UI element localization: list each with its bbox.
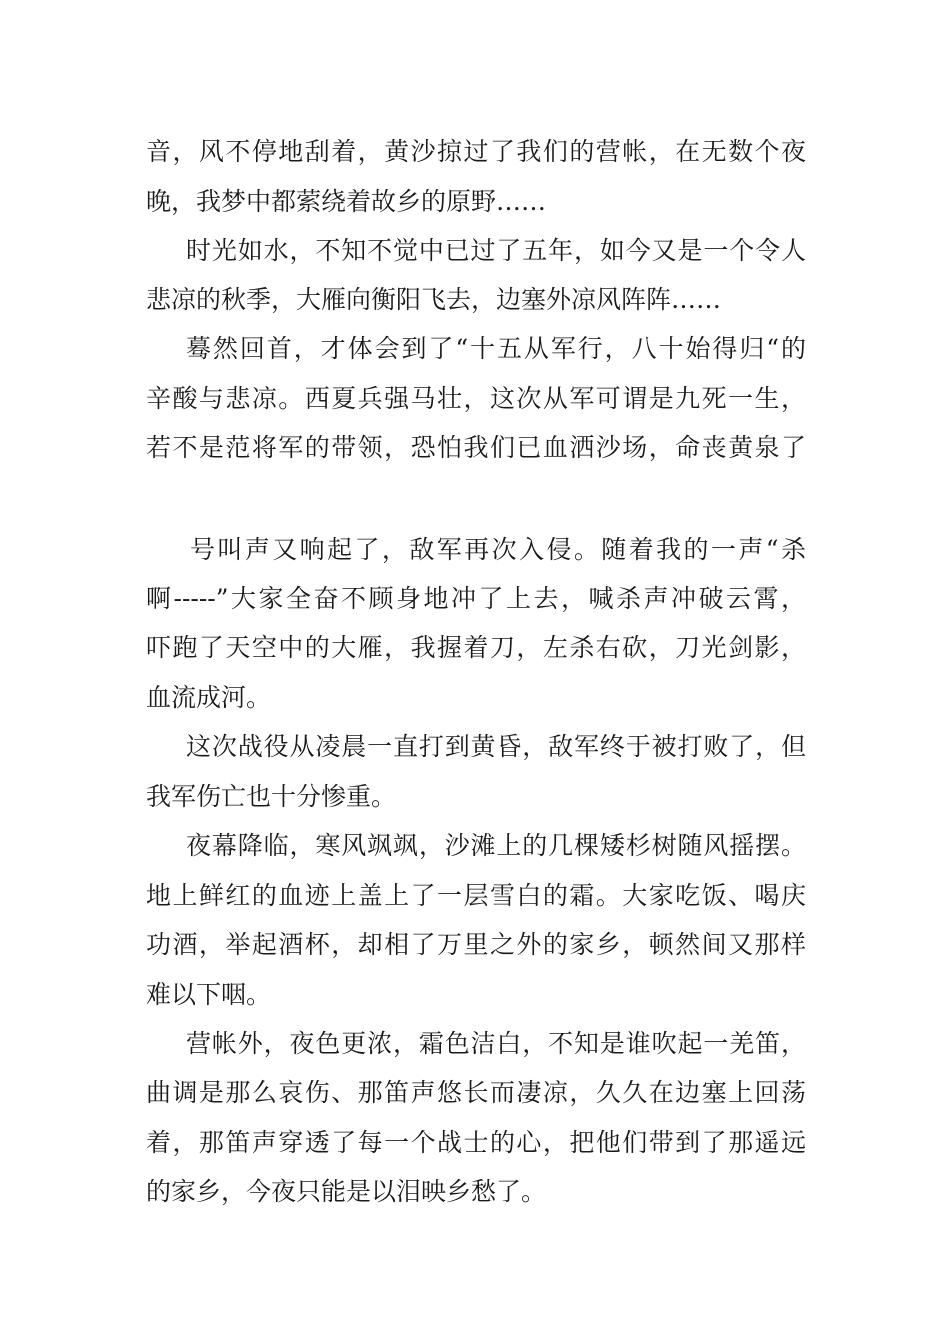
text-line: 地上鲜红的血迹上盖上了一层雪白的霜。大家吃饭、喝庆	[146, 881, 806, 910]
text-line: 蓦然回首，才体会到了“十五从军行，八十始得归“的	[186, 334, 806, 363]
text-line: 吓跑了天空中的大雁，我握着刀，左杀右砍，刀光剑影，	[146, 633, 806, 662]
text-line: 号叫声又响起了，敌军再次入侵。随着我的一声“杀	[190, 535, 806, 564]
text-line: 我军伤亡也十分惨重。	[146, 782, 397, 811]
text-line: 的家乡，今夜只能是以泪映乡愁了。	[146, 1177, 547, 1206]
text-line: 曲调是那么哀伤、那笛声悠长而凄凉，久久在边塞上回荡	[146, 1078, 806, 1107]
text-line: 血流成河。	[146, 683, 272, 712]
text-line: 辛酸与悲凉。西夏兵强马壮，这次从军可谓是九死一生，	[146, 384, 806, 413]
text-line: 悲凉的秋季，大雁向衡阳飞去，边塞外凉风阵阵……	[146, 285, 722, 314]
text-line: 着，那笛声穿透了每一个战士的心，把他们带到了那遥远	[146, 1128, 806, 1157]
text-line: 难以下咽。	[146, 980, 272, 1009]
text-line: 晚，我梦中都萦绕着故乡的原野……	[146, 187, 547, 216]
text-line: 时光如水，不知不觉中已过了五年，如今又是一个令人	[186, 236, 806, 265]
text-line: 夜幕降临，寒风飒飒，沙滩上的几棵矮杉树随风摇摆。	[186, 831, 806, 860]
text-line: 若不是范将军的带领，恐怕我们已血洒沙场，命丧黄泉了	[146, 433, 806, 462]
text-line: 这次战役从凌晨一直打到黄昏，敌军终于被打败了，但	[186, 732, 806, 761]
text-line: 功酒，举起酒杯，却相了万里之外的家乡，顿然间又那样	[146, 930, 806, 959]
text-line: 音，风不停地刮着，黄沙掠过了我们的营帐，在无数个夜	[146, 137, 806, 166]
text-line: 营帐外，夜色更浓，霜色洁白，不知是谁吹起一羌笛，	[186, 1029, 806, 1058]
text-line: 啊-----”大家全奋不顾身地冲了上去，喊杀声冲破云霄，	[146, 584, 806, 613]
